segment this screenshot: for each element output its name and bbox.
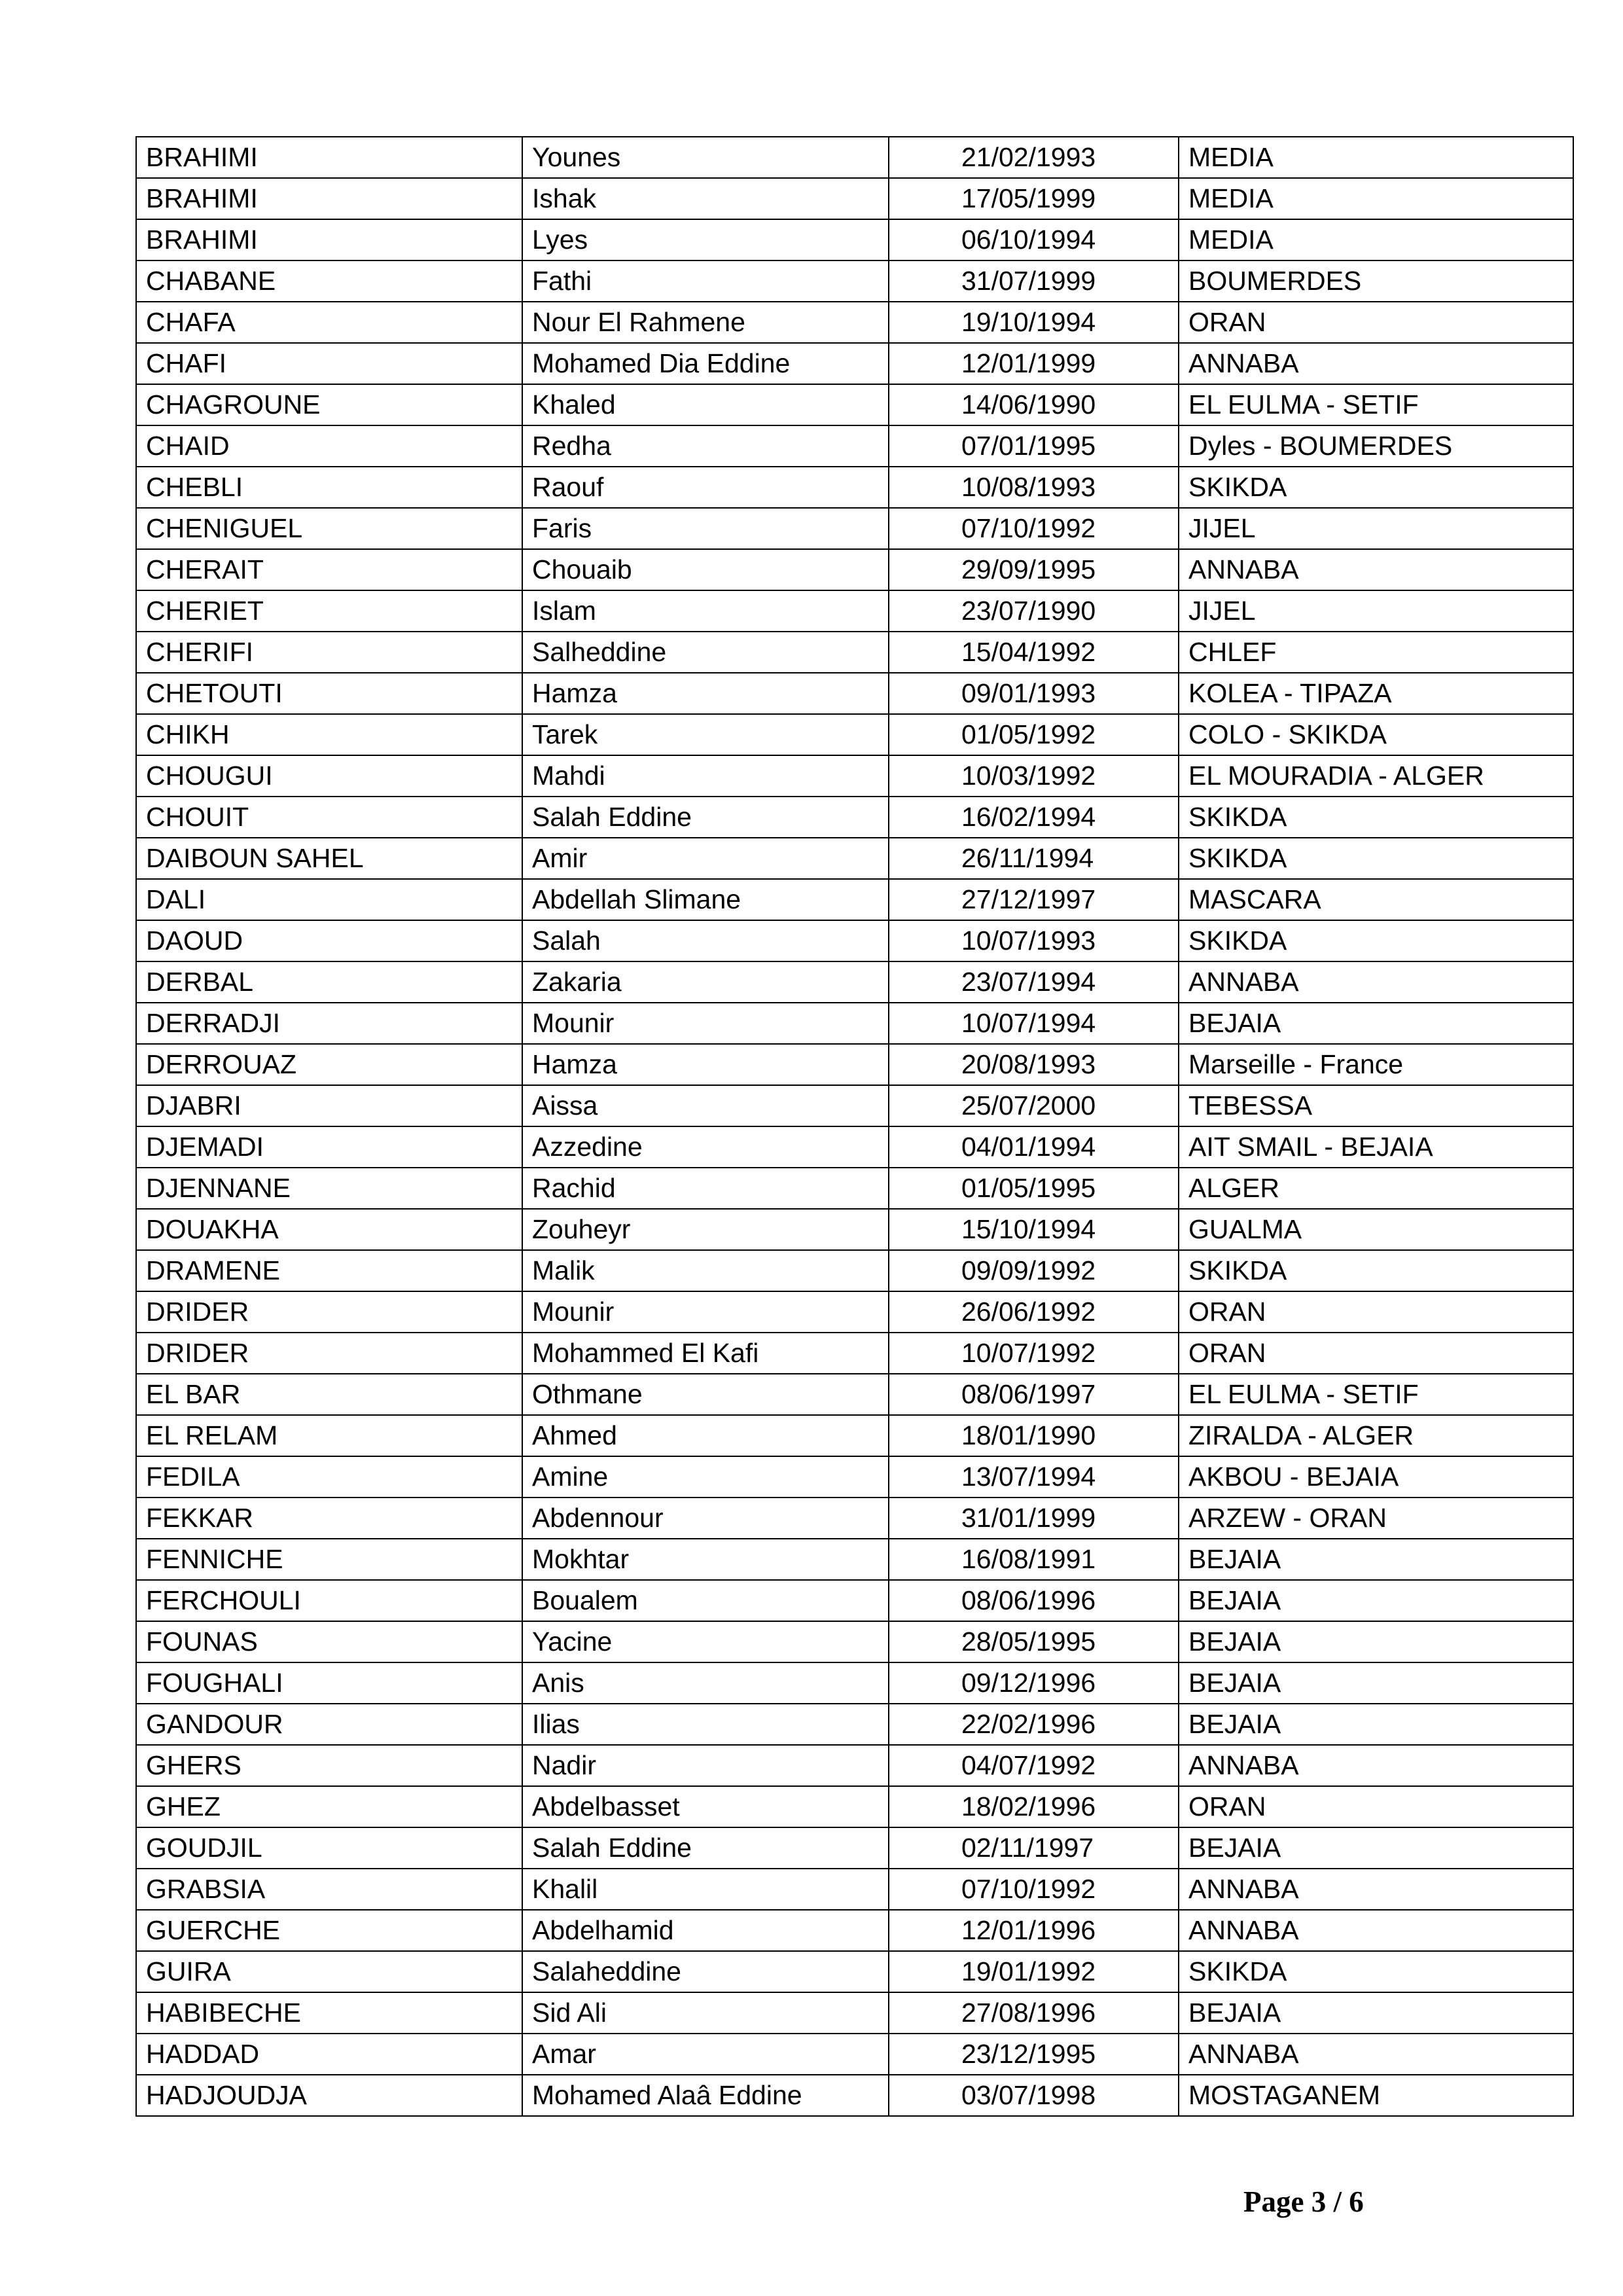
birth-date-cell: 08/06/1996 [889,1580,1179,1621]
table-row [136,1250,1573,1291]
birth-place-cell: ORAN [1179,302,1573,343]
birth-date-cell: 07/01/1995 [889,425,1179,467]
first-name-cell: Nadir [522,1745,889,1786]
last-name-cell: BRAHIMI [136,137,522,178]
table-row [136,1374,1573,1415]
last-name-cell: DJEMADI [136,1126,522,1168]
table-row [136,549,1573,590]
table-row [136,178,1573,219]
last-name-cell: DAIBOUN SAHEL [136,838,522,879]
birth-date-cell: 17/05/1999 [889,178,1179,219]
birth-place-cell: SKIKDA [1179,1250,1573,1291]
last-name-cell: FEDILA [136,1456,522,1498]
last-name-cell: CHAFA [136,302,522,343]
roster-table [135,136,1574,2117]
first-name-cell: Salheddine [522,632,889,673]
birth-place-cell: ANNABA [1179,1869,1573,1910]
birth-date-cell: 16/02/1994 [889,797,1179,838]
birth-place-cell: ANNABA [1179,549,1573,590]
table-row [136,137,1573,178]
table-row [136,1786,1573,1827]
last-name-cell: GRABSIA [136,1869,522,1910]
birth-date-cell: 02/11/1997 [889,1827,1179,1869]
birth-place-cell: BOUMERDES [1179,260,1573,302]
last-name-cell: CHERAIT [136,549,522,590]
birth-place-cell: COLO - SKIKDA [1179,714,1573,755]
birth-place-cell: ANNABA [1179,2034,1573,2075]
birth-date-cell: 22/02/1996 [889,1704,1179,1745]
birth-date-cell: 09/12/1996 [889,1662,1179,1704]
table-row [136,1085,1573,1126]
table-row [136,1456,1573,1498]
first-name-cell: Fathi [522,260,889,302]
table-row [136,1910,1573,1951]
first-name-cell: Zakaria [522,961,889,1003]
first-name-cell: Othmane [522,1374,889,1415]
birth-date-cell: 08/06/1997 [889,1374,1179,1415]
last-name-cell: CHAGROUNE [136,384,522,425]
birth-date-cell: 29/09/1995 [889,549,1179,590]
table-row [136,384,1573,425]
first-name-cell: Mohamed Dia Eddine [522,343,889,384]
table-row [136,1126,1573,1168]
table-row [136,1580,1573,1621]
birth-date-cell: 23/07/1990 [889,590,1179,632]
last-name-cell: DERBAL [136,961,522,1003]
last-name-cell: CHENIGUEL [136,508,522,549]
birth-place-cell: MASCARA [1179,879,1573,920]
last-name-cell: DJENNANE [136,1168,522,1209]
table-row [136,1539,1573,1580]
birth-place-cell: ARZEW - ORAN [1179,1498,1573,1539]
table-row [136,838,1573,879]
last-name-cell: DALI [136,879,522,920]
first-name-cell: Faris [522,508,889,549]
birth-place-cell: ANNABA [1179,1745,1573,1786]
last-name-cell: DRAMENE [136,1250,522,1291]
table-row [136,1498,1573,1539]
birth-date-cell: 01/05/1992 [889,714,1179,755]
table-row [136,1827,1573,1869]
roster-table-body [136,137,1573,2116]
first-name-cell: Mahdi [522,755,889,797]
birth-date-cell: 20/08/1993 [889,1044,1179,1085]
birth-place-cell: ORAN [1179,1333,1573,1374]
first-name-cell: Salah Eddine [522,797,889,838]
first-name-cell: Chouaib [522,549,889,590]
table-row [136,1291,1573,1333]
table-row [136,219,1573,260]
first-name-cell: Abdennour [522,1498,889,1539]
birth-place-cell: SKIKDA [1179,838,1573,879]
table-row [136,343,1573,384]
table-row [136,1209,1573,1250]
birth-date-cell: 31/01/1999 [889,1498,1179,1539]
last-name-cell: CHAID [136,425,522,467]
birth-date-cell: 28/05/1995 [889,1621,1179,1662]
first-name-cell: Ishak [522,178,889,219]
birth-date-cell: 23/12/1995 [889,2034,1179,2075]
birth-place-cell: JIJEL [1179,590,1573,632]
first-name-cell: Younes [522,137,889,178]
birth-date-cell: 04/07/1992 [889,1745,1179,1786]
first-name-cell: Amar [522,2034,889,2075]
first-name-cell: Mounir [522,1291,889,1333]
last-name-cell: DERROUAZ [136,1044,522,1085]
birth-place-cell: MEDIA [1179,137,1573,178]
last-name-cell: FERCHOULI [136,1580,522,1621]
last-name-cell: GOUDJIL [136,1827,522,1869]
table-row [136,1415,1573,1456]
birth-date-cell: 15/04/1992 [889,632,1179,673]
first-name-cell: Islam [522,590,889,632]
first-name-cell: Azzedine [522,1126,889,1168]
last-name-cell: CHETOUTI [136,673,522,714]
last-name-cell: DOUAKHA [136,1209,522,1250]
first-name-cell: Abdelbasset [522,1786,889,1827]
first-name-cell: Yacine [522,1621,889,1662]
table-row [136,590,1573,632]
first-name-cell: Amine [522,1456,889,1498]
first-name-cell: Aissa [522,1085,889,1126]
last-name-cell: FENNICHE [136,1539,522,1580]
last-name-cell: CHIKH [136,714,522,755]
last-name-cell: EL RELAM [136,1415,522,1456]
birth-place-cell: JIJEL [1179,508,1573,549]
birth-date-cell: 01/05/1995 [889,1168,1179,1209]
table-row [136,714,1573,755]
table-row [136,425,1573,467]
birth-place-cell: GUALMA [1179,1209,1573,1250]
last-name-cell: CHAFI [136,343,522,384]
birth-date-cell: 10/07/1993 [889,920,1179,961]
first-name-cell: Ilias [522,1704,889,1745]
table-row [136,1003,1573,1044]
birth-date-cell: 04/01/1994 [889,1126,1179,1168]
table-row [136,673,1573,714]
birth-date-cell: 10/07/1994 [889,1003,1179,1044]
birth-place-cell: MEDIA [1179,178,1573,219]
first-name-cell: Hamza [522,1044,889,1085]
birth-place-cell: SKIKDA [1179,920,1573,961]
table-row [136,1745,1573,1786]
last-name-cell: BRAHIMI [136,219,522,260]
first-name-cell: Zouheyr [522,1209,889,1250]
last-name-cell: DAOUD [136,920,522,961]
table-row [136,879,1573,920]
birth-date-cell: 27/12/1997 [889,879,1179,920]
last-name-cell: FEKKAR [136,1498,522,1539]
birth-place-cell: ZIRALDA - ALGER [1179,1415,1573,1456]
birth-date-cell: 09/09/1992 [889,1250,1179,1291]
first-name-cell: Salaheddine [522,1951,889,1992]
table-row [136,260,1573,302]
birth-date-cell: 06/10/1994 [889,219,1179,260]
first-name-cell: Ahmed [522,1415,889,1456]
birth-place-cell: Dyles - BOUMERDES [1179,425,1573,467]
birth-place-cell: Marseille - France [1179,1044,1573,1085]
last-name-cell: CHERIET [136,590,522,632]
last-name-cell: FOUNAS [136,1621,522,1662]
last-name-cell: GHERS [136,1745,522,1786]
first-name-cell: Anis [522,1662,889,1704]
birth-date-cell: 23/07/1994 [889,961,1179,1003]
birth-date-cell: 15/10/1994 [889,1209,1179,1250]
page-number: Page 3 / 6 [1243,2185,1364,2218]
first-name-cell: Hamza [522,673,889,714]
table-row [136,302,1573,343]
last-name-cell: CHEBLI [136,467,522,508]
first-name-cell: Mohammed El Kafi [522,1333,889,1374]
table-row [136,1044,1573,1085]
birth-date-cell: 09/01/1993 [889,673,1179,714]
last-name-cell: BRAHIMI [136,178,522,219]
birth-date-cell: 07/10/1992 [889,1869,1179,1910]
last-name-cell: DJABRI [136,1085,522,1126]
table-row [136,1621,1573,1662]
table-row [136,920,1573,961]
birth-date-cell: 31/07/1999 [889,260,1179,302]
birth-place-cell: EL MOURADIA - ALGER [1179,755,1573,797]
first-name-cell: Lyes [522,219,889,260]
table-row [136,1168,1573,1209]
table-row [136,1704,1573,1745]
birth-place-cell: ALGER [1179,1168,1573,1209]
birth-date-cell: 10/08/1993 [889,467,1179,508]
last-name-cell: HADDAD [136,2034,522,2075]
birth-place-cell: SKIKDA [1179,1951,1573,1992]
birth-date-cell: 26/11/1994 [889,838,1179,879]
birth-place-cell: KOLEA - TIPAZA [1179,673,1573,714]
last-name-cell: FOUGHALI [136,1662,522,1704]
last-name-cell: CHERIFI [136,632,522,673]
last-name-cell: EL BAR [136,1374,522,1415]
last-name-cell: DERRADJI [136,1003,522,1044]
table-row [136,1951,1573,1992]
table-row [136,755,1573,797]
birth-date-cell: 19/10/1994 [889,302,1179,343]
table-row [136,467,1573,508]
birth-place-cell: BEJAIA [1179,1992,1573,2034]
last-name-cell: GHEZ [136,1786,522,1827]
birth-date-cell: 19/01/1992 [889,1951,1179,1992]
first-name-cell: Raouf [522,467,889,508]
birth-date-cell: 16/08/1991 [889,1539,1179,1580]
birth-date-cell: 12/01/1996 [889,1910,1179,1951]
birth-place-cell: AIT SMAIL - BEJAIA [1179,1126,1573,1168]
table-row [136,1869,1573,1910]
birth-date-cell: 26/06/1992 [889,1291,1179,1333]
first-name-cell: Khalil [522,1869,889,1910]
first-name-cell: Mohamed Alaâ Eddine [522,2075,889,2116]
last-name-cell: GUIRA [136,1951,522,1992]
first-name-cell: Khaled [522,384,889,425]
birth-place-cell: BEJAIA [1179,1827,1573,1869]
birth-place-cell: SKIKDA [1179,467,1573,508]
birth-date-cell: 13/07/1994 [889,1456,1179,1498]
last-name-cell: DRIDER [136,1333,522,1374]
birth-date-cell: 10/03/1992 [889,755,1179,797]
birth-place-cell: TEBESSA [1179,1085,1573,1126]
last-name-cell: CHOUGUI [136,755,522,797]
table-row [136,2034,1573,2075]
birth-date-cell: 10/07/1992 [889,1333,1179,1374]
first-name-cell: Mounir [522,1003,889,1044]
first-name-cell: Abdelhamid [522,1910,889,1951]
birth-place-cell: AKBOU - BEJAIA [1179,1456,1573,1498]
birth-place-cell: BEJAIA [1179,1003,1573,1044]
birth-place-cell: ORAN [1179,1291,1573,1333]
first-name-cell: Sid Ali [522,1992,889,2034]
birth-place-cell: ANNABA [1179,1910,1573,1951]
birth-place-cell: ORAN [1179,1786,1573,1827]
birth-place-cell: SKIKDA [1179,797,1573,838]
birth-date-cell: 14/06/1990 [889,384,1179,425]
table-row [136,1992,1573,2034]
first-name-cell: Abdellah Slimane [522,879,889,920]
birth-place-cell: EL EULMA - SETIF [1179,1374,1573,1415]
first-name-cell: Nour El Rahmene [522,302,889,343]
birth-place-cell: MOSTAGANEM [1179,2075,1573,2116]
birth-place-cell: BEJAIA [1179,1621,1573,1662]
last-name-cell: GANDOUR [136,1704,522,1745]
first-name-cell: Salah Eddine [522,1827,889,1869]
birth-place-cell: ANNABA [1179,961,1573,1003]
birth-place-cell: BEJAIA [1179,1580,1573,1621]
birth-place-cell: BEJAIA [1179,1662,1573,1704]
table-row [136,2075,1573,2116]
table-row [136,797,1573,838]
birth-place-cell: EL EULMA - SETIF [1179,384,1573,425]
first-name-cell: Malik [522,1250,889,1291]
birth-place-cell: MEDIA [1179,219,1573,260]
table-row [136,508,1573,549]
last-name-cell: DRIDER [136,1291,522,1333]
birth-date-cell: 07/10/1992 [889,508,1179,549]
birth-date-cell: 12/01/1999 [889,343,1179,384]
table-row [136,1662,1573,1704]
last-name-cell: CHOUIT [136,797,522,838]
table-row [136,632,1573,673]
first-name-cell: Redha [522,425,889,467]
birth-place-cell: CHLEF [1179,632,1573,673]
birth-place-cell: ANNABA [1179,343,1573,384]
first-name-cell: Amir [522,838,889,879]
first-name-cell: Tarek [522,714,889,755]
birth-place-cell: BEJAIA [1179,1539,1573,1580]
table-row [136,1333,1573,1374]
birth-date-cell: 21/02/1993 [889,137,1179,178]
last-name-cell: CHABANE [136,260,522,302]
last-name-cell: HABIBECHE [136,1992,522,2034]
last-name-cell: GUERCHE [136,1910,522,1951]
birth-date-cell: 18/02/1996 [889,1786,1179,1827]
last-name-cell: HADJOUDJA [136,2075,522,2116]
birth-date-cell: 03/07/1998 [889,2075,1179,2116]
first-name-cell: Rachid [522,1168,889,1209]
birth-date-cell: 25/07/2000 [889,1085,1179,1126]
table-row [136,961,1573,1003]
birth-place-cell: BEJAIA [1179,1704,1573,1745]
first-name-cell: Mokhtar [522,1539,889,1580]
first-name-cell: Salah [522,920,889,961]
birth-date-cell: 27/08/1996 [889,1992,1179,2034]
birth-date-cell: 18/01/1990 [889,1415,1179,1456]
first-name-cell: Boualem [522,1580,889,1621]
